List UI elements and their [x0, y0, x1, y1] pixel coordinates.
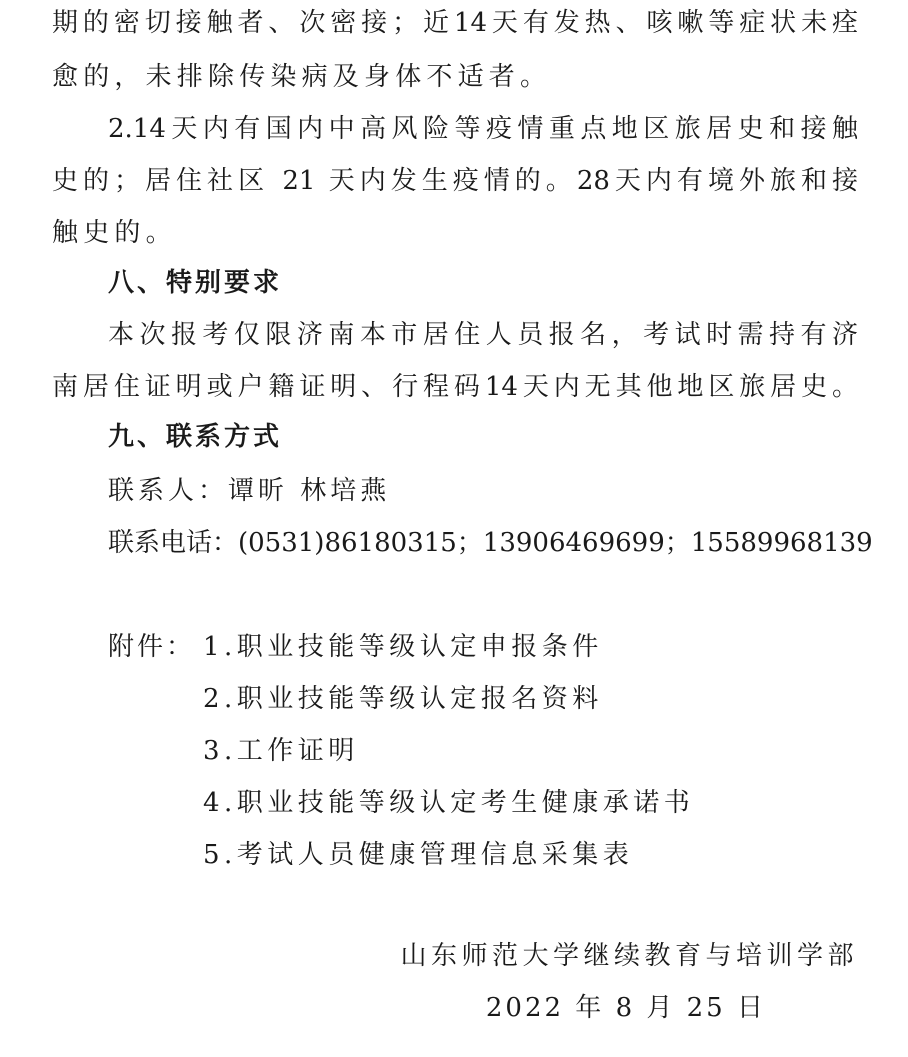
paragraph-line: 史的；居住社区 21 天内发生疫情的。28天内有境外旅和接	[52, 166, 858, 196]
paragraph-line: 期的密切接触者、次密接；近14天有发热、咳嗽等症状未痊	[52, 8, 858, 38]
attachments-label: 附件：	[108, 632, 196, 662]
section-heading-special-requirements: 八、特别要求	[108, 268, 283, 298]
issuing-organization: 山东师范大学继续教育与培训学部	[400, 941, 858, 971]
attachment-item: 3.工作证明	[203, 736, 359, 766]
attachment-item: 2.职业技能等级认定报名资料	[203, 684, 603, 714]
paragraph-line: 愈的，未排除传染病及身体不适者。	[52, 62, 552, 92]
paragraph-line: 触史的。	[52, 218, 177, 248]
section-heading-contact: 九、联系方式	[108, 422, 283, 452]
paragraph-line: 南居住证明或户籍证明、行程码14天内无其他地区旅居史。	[52, 372, 858, 402]
contact-person: 联系人：谭昕 林培燕	[108, 476, 391, 506]
contact-phone: 联系电话：(0531)86180315；13906469699；15589968139	[108, 528, 873, 558]
attachment-item: 5.考试人员健康管理信息采集表	[203, 840, 634, 870]
paragraph-line: 本次报考仅限济南本市居住人员报名，考试时需持有济	[108, 320, 858, 350]
paragraph-line: 2.14天内有国内中高风险等疫情重点地区旅居史和接触	[108, 114, 858, 144]
issue-date: 2022 年 8 月 25 日	[485, 993, 766, 1023]
attachment-item: 1.职业技能等级认定申报条件	[203, 632, 603, 662]
attachment-item: 4.职业技能等级认定考生健康承诺书	[203, 788, 695, 818]
